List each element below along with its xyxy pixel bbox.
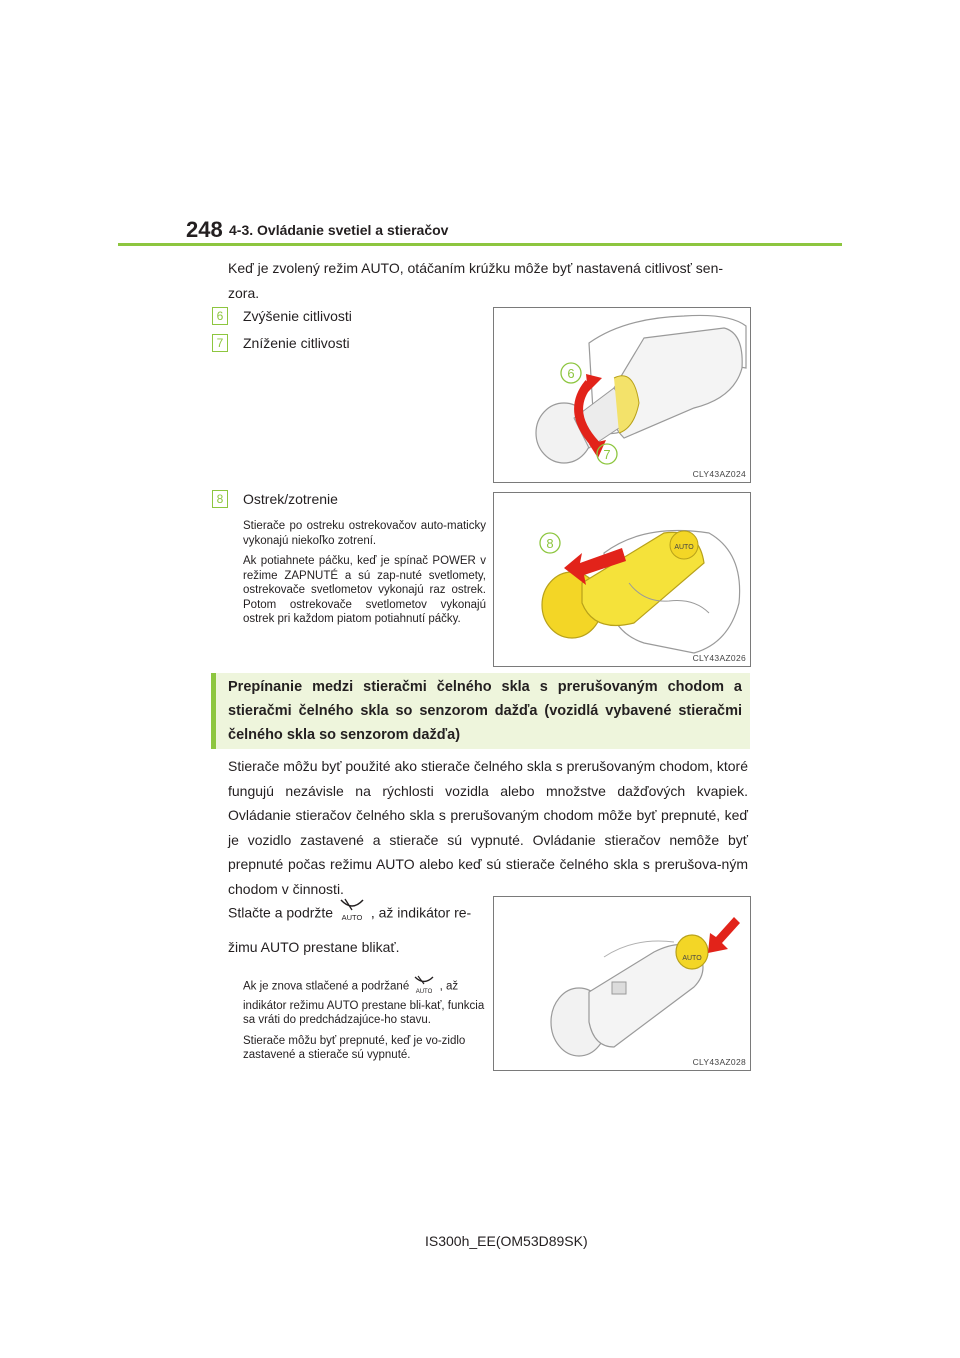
page-number: 248	[186, 217, 223, 242]
intro-paragraph: Keď je zvolený režim AUTO, otáčaním krúžku môže byť nastavená citlivosť sen-zora.	[228, 260, 724, 301]
lever-press-auto-illustration	[494, 897, 750, 1070]
item8-note-1: Stierače po ostreku ostrekovačov auto-maticky vykonajú niekoľko zotrení.	[243, 520, 486, 547]
item-number-7: 7	[212, 334, 228, 352]
figure-sensitivity-ring	[493, 307, 751, 483]
figure-auto-label: AUTO	[674, 544, 694, 551]
figure-code: CLY43AZ026	[692, 653, 746, 663]
item-label-7: Zníženie citlivosti	[243, 335, 350, 351]
body-paragraph: Stierače môžu byť použité ako stierače čelného skla s prerušovaným chodom, ktoré fungujú nezávisle na rýchlosti vozidla alebo množstve dažďových kvapiek. Ovládanie stieračov čelného skla s prerušovaným chodom môže byť prepnuté, keď je vozidlo zastavené a stierače sú vypnuté. Ovládanie stieračov nemôže byť prepnuté počas režimu AUTO alebo keď sú stierače čelného skla s prerušova-ným chodom v činnosti.	[228, 758, 748, 897]
figure-callout-7: 7	[603, 447, 611, 462]
figure-callout-8: 8	[546, 536, 554, 551]
header-rule	[118, 243, 842, 246]
wiper-auto-icon-small	[412, 974, 436, 999]
figure-code: CLY43AZ028	[692, 1057, 746, 1067]
press-notes	[243, 974, 490, 1069]
press-instruction-before: Stlačte a podržte	[228, 904, 334, 921]
item-number-6: 6	[212, 307, 228, 325]
press-instruction-after: , až indikátor re-žimu AUTO prestane blikať.	[228, 904, 472, 955]
figure-code: CLY43AZ024	[692, 469, 746, 479]
lever-rotate-illustration	[494, 308, 750, 482]
item8-note-2: Ak potiahnete páčku, keď je spínač POWER v režime ZAPNUTÉ a sú zap-nuté svetlomety, ostrekovače svetlometov vykonajú raz ostrek. Potom ostrekovače svetlometov vykonajú ostrek pri každom piatom potiahnutí páčky.	[243, 555, 486, 625]
press-note-1-before: Ak je znova stlačené a podržané	[243, 980, 410, 993]
figure3-auto-label: AUTO	[682, 955, 702, 962]
section-title: 4-3. Ovládanie svetiel a stieračov	[229, 222, 449, 238]
section-heading-box: Prepínanie medzi stieračmi čelného skla s prerušovaným chodom a stieračmi čelného skla so senzorom dažďa (vozidlá vybavené stieračmi čelného skla so senzorom dažďa)	[211, 673, 750, 749]
press-note-2: Stierače môžu byť prepnuté, keď je vo-zidlo zastavené a stierače sú vypnuté.	[243, 1034, 466, 1061]
item-label-6: Zvýšenie citlivosti	[243, 308, 352, 324]
press-note-1-after: , až indikátor režimu AUTO prestane bli-kať, funkcia sa vráti do predchádzajúce-ho stavu.	[243, 980, 485, 1026]
lever-pull-illustration	[494, 493, 750, 666]
wiper-auto-icon-small-label: AUTO	[416, 989, 433, 994]
wiper-auto-icon	[337, 896, 367, 932]
figure-washer	[493, 492, 751, 667]
footer-code: IS300h_EE(OM53D89SK)	[425, 1233, 588, 1249]
figure-auto-button	[493, 896, 751, 1071]
item-label-8: Ostrek/zotrenie	[243, 491, 338, 507]
press-instruction	[228, 896, 490, 962]
figure-callout-6: 6	[567, 366, 575, 381]
item8-notes	[243, 519, 486, 633]
wiper-auto-icon-label: AUTO	[341, 913, 363, 922]
item-number-8: 8	[212, 490, 228, 508]
